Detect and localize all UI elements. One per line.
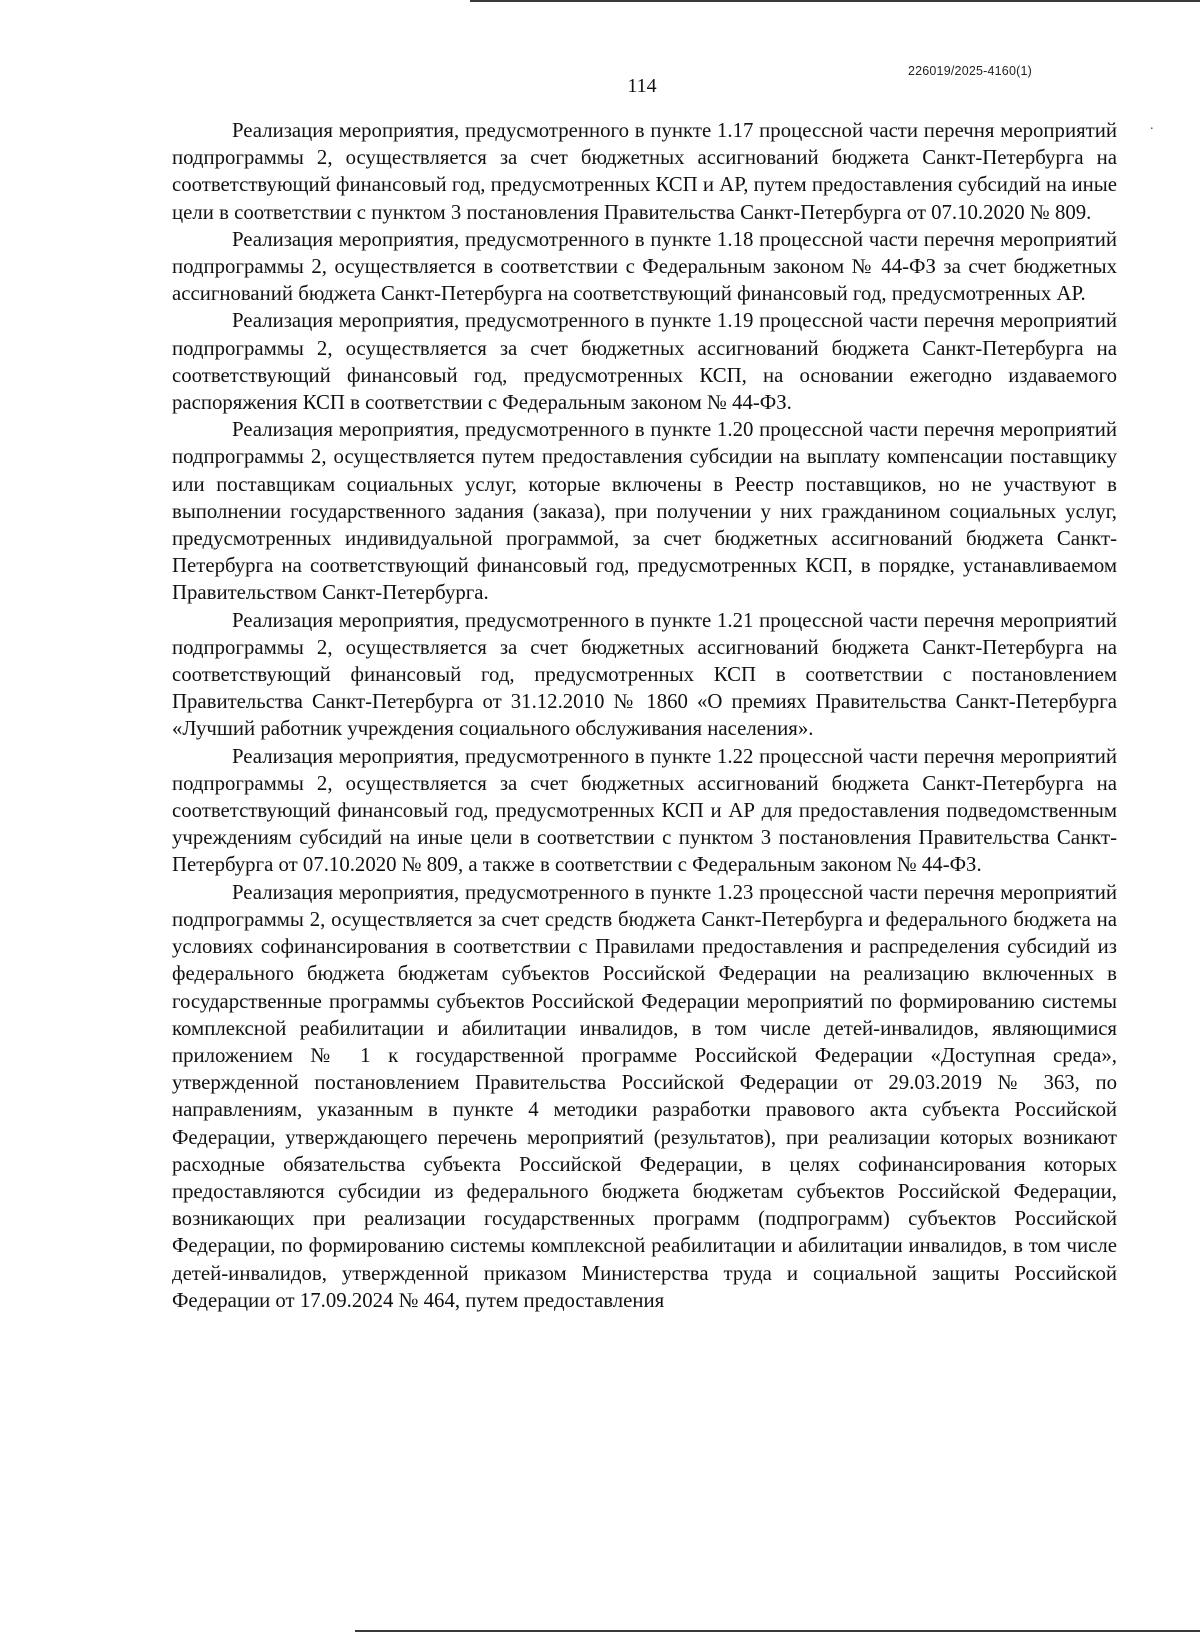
paragraph-item-1-23: Реализация мероприятия, предусмотренного в пункте 1.23 процессной части перечня мероприятий подпрограммы 2, осуществляется за счет средств бюджета Санкт-Петербурга и федерального бюджета на условиях софинансирования в соответствии с Правилами предоставления и распределения субсидий из федерального бюджета бюджетам субъектов Российской Федерации на реализацию включенных в государственные программы субъектов Российской Федерации мероприятий по формированию системы комплексной реабилитации и абилитации инвалидов, в том числе детей-инвалидов, являющимися приложением № 1 к государственной программе Российской Федерации «Доступная среда», утвержденной постановлением Правительства Российской Федерации от 29.03.2019 № 363, по направлениям, указанным в пункте 4 методики разработки правового акта субъекта Российской Федерации, утверждающего перечень мероприятий (результатов), при реализации которых возникают расходные обязательства субъекта Российской Федерации, в целях софинансирования которых предоставляются субсидии из федерального бюджета бюджетам субъектов Российской Федерации, возникающих при реализации государственных программ (подпрограмм) субъектов Российской Федерации, по формированию системы комплексной реабилитации и абилитации инвалидов, в том числе детей-инвалидов, утвержденной приказом Министерства труда и социальной защиты Российской Федерации от 17.09.2024 № 464, путем предоставления <box>172 880 1117 1312</box>
margin-mark: . <box>1150 118 1154 133</box>
scan-bottom-edge-line <box>355 1630 1200 1632</box>
paragraph-item-1-19: Реализация мероприятия, предусмотренного в пункте 1.19 процессной части перечня мероприятий подпрограммы 2, осуществляется за счет бюджетных ассигнований бюджета Санкт-Петербурга на соответствующий финансовый год, предусмотренных КСП, на основании ежегодно издаваемого распоряжения КСП в соответствии с Федеральным законом № 44-ФЗ. <box>172 309 1117 415</box>
scan-top-edge-line <box>470 0 1200 2</box>
document-body <box>172 117 1117 1314</box>
page-number: 114 <box>627 75 657 97</box>
paragraph-item-1-21: Реализация мероприятия, предусмотренного в пункте 1.21 процессной части перечня мероприятий подпрограммы 2, осуществляется за счет бюджетных ассигнований бюджета Санкт-Петербурга на соответствующий финансовый год, предусмотренных КСП в соответствии с постановлением Правительства Санкт-Петербурга от 31.12.2010 № 1860 «О премиях Правительства Санкт-Петербурга «Лучший работник учреждения социального обслуживания населения». <box>172 608 1117 741</box>
paragraph-item-1-17: Реализация мероприятия, предусмотренного в пункте 1.17 процессной части перечня мероприятий подпрограммы 2, осуществляется за счет бюджетных ассигнований бюджета Санкт-Петербурга на соответствующий финансовый год, предусмотренных КСП и АР, путем предоставления субсидий на иные цели в соответствии с пунктом 3 постановления Правительства Санкт-Петербурга от 07.10.2020 № 809. <box>172 119 1117 224</box>
paragraph-item-1-20: Реализация мероприятия, предусмотренного в пункте 1.20 процессной части перечня мероприятий подпрограммы 2, осуществляется путем предоставления субсидии на выплату компенсации поставщику или поставщикам социальных услуг, которые включены в Реестр поставщиков, но не участвуют в выполнении государственного задания (заказа), при получении у них гражданином социальных услуг, предусмотренных индивидуальной программой, за счет бюджетных ассигнований бюджета Санкт-Петербурга на соответствующий финансовый год, предусмотренных КСП, в порядке, устанавливаемом Правительством Санкт-Петербурга. <box>172 418 1117 605</box>
paragraph-item-1-18: Реализация мероприятия, предусмотренного в пункте 1.18 процессной части перечня мероприятий подпрограммы 2, осуществляется в соответствии с Федеральным законом № 44-ФЗ за счет бюджетных ассигнований бюджета Санкт-Петербурга на соответствующий финансовый год, предусмотренных АР. <box>172 227 1117 306</box>
paragraph-item-1-22: Реализация мероприятия, предусмотренного в пункте 1.22 процессной части перечня мероприятий подпрограммы 2, осуществляется за счет бюджетных ассигнований бюджета Санкт-Петербурга на соответствующий финансовый год, предусмотренных КСП и АР для предоставления подведомственным учреждениям субсидий на иные цели в соответствии с пунктом 3 постановления Правительства Санкт-Петербурга от 07.10.2020 № 809, а также в соответствии с Федеральным законом № 44-ФЗ. <box>172 744 1117 877</box>
document-registration-number: 226019/2025-4160(1) <box>907 64 1032 78</box>
